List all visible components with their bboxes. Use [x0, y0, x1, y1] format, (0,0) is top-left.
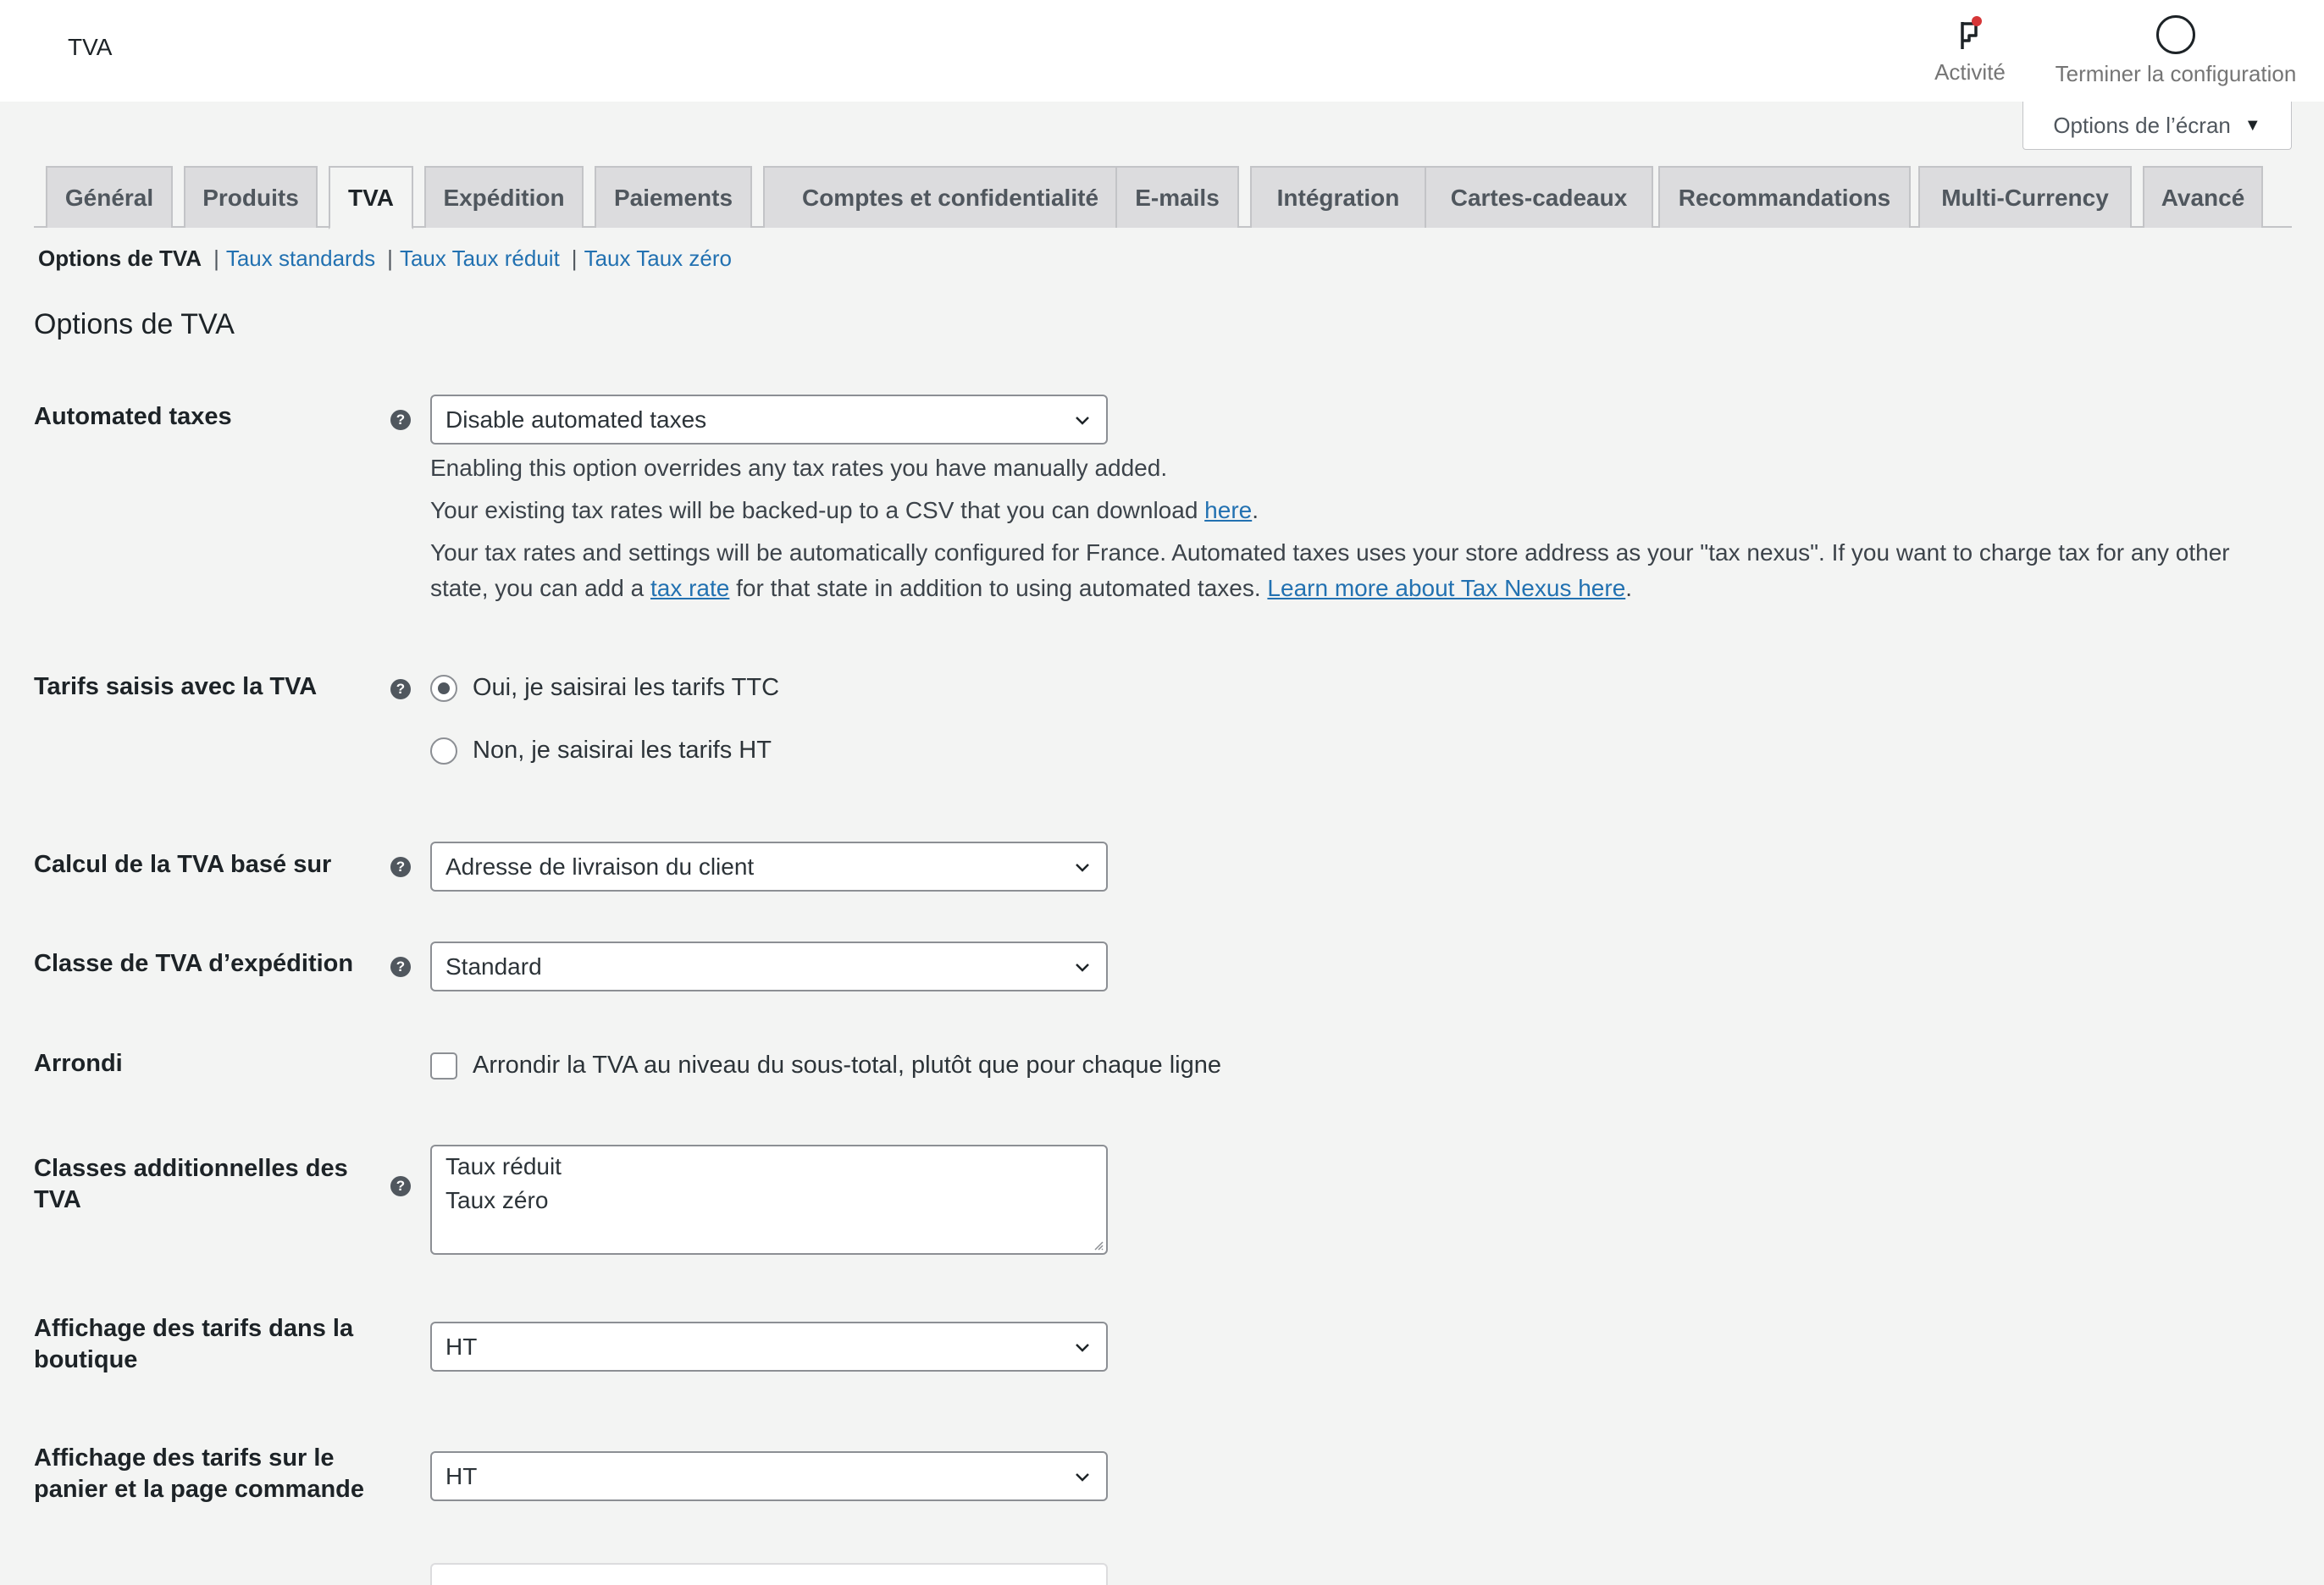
rounding-checkbox-row[interactable] — [430, 1052, 1221, 1080]
page-title: TVA — [68, 34, 113, 60]
automated-taxes-desc-1: Enabling this option overrides any tax rates you have manually added. — [430, 455, 1168, 481]
radio-label: Non, je saisirai les tarifs HT — [473, 737, 772, 764]
tab-tva[interactable] — [329, 166, 413, 229]
subnav-link-zero[interactable]: Taux Taux zéro — [584, 246, 732, 271]
select-value: Disable automated taxes — [445, 406, 707, 433]
tab-cartes-cadeaux[interactable] — [1425, 166, 1653, 228]
help-icon[interactable]: ? — [390, 679, 411, 699]
activity-button[interactable] — [1923, 15, 2017, 86]
tab-multi-currency[interactable] — [1918, 166, 2132, 228]
subnav-current: Options de TVA — [38, 246, 202, 271]
flag-icon — [1953, 15, 1987, 52]
next-field-input[interactable] — [430, 1563, 1108, 1585]
textarea-line: Taux réduit — [445, 1153, 562, 1179]
radio-button[interactable] — [430, 737, 457, 765]
tab-comptes-confidentialite[interactable] — [763, 166, 1137, 228]
tab-label: Recommandations — [1678, 184, 1891, 211]
download-csv-link[interactable]: here — [1204, 497, 1253, 523]
tab-label: E-mails — [1135, 184, 1220, 211]
select-value: Adresse de livraison du client — [445, 853, 755, 880]
help-icon[interactable]: ? — [390, 410, 411, 430]
tab-label: Expédition — [443, 184, 565, 211]
tab-general[interactable] — [46, 166, 173, 228]
chevron-down-icon — [1072, 410, 1093, 430]
chevron-down-icon — [1072, 1337, 1093, 1357]
tab-paiements[interactable] — [595, 166, 752, 228]
shipping-tax-class-label: Classe de TVA d’expédition — [34, 950, 354, 977]
caret-down-icon: ▼ — [2244, 115, 2261, 135]
screen-options-button[interactable] — [2022, 102, 2292, 150]
checkbox-label: Arrondir la TVA au niveau du sous-total, plutôt que pour chaque ligne — [473, 1052, 1222, 1079]
progress-circle-icon — [2156, 15, 2195, 54]
subnav-separator: | — [571, 246, 578, 271]
display-prices-shop-select[interactable] — [430, 1322, 1108, 1372]
tab-label: Cartes-cadeaux — [1450, 184, 1628, 211]
chevron-down-icon — [1072, 1466, 1093, 1487]
select-value: Standard — [445, 953, 542, 980]
tab-expedition[interactable] — [424, 166, 584, 228]
automated-taxes-desc-3: Your tax rates and settings will be automatically configured for France. Automated taxes uses your store address as your "tax nexus". If you want to charge tax for any other state, you can add a tax rate for that state in addition to using automated taxes. Learn more about Tax Nexus here. — [430, 539, 2230, 601]
help-icon[interactable]: ? — [390, 957, 411, 977]
tax-nexus-link[interactable]: Learn more about Tax Nexus here — [1267, 575, 1626, 601]
tab-label: Multi-Currency — [1941, 184, 2109, 211]
tab-label: Avancé — [2161, 184, 2245, 211]
additional-tax-classes-label: Classes additionnelles des TVA — [34, 1155, 348, 1213]
tab-label: Paiements — [613, 184, 733, 211]
notification-dot — [1972, 16, 1982, 26]
calc-based-on-label: Calcul de la TVA basé sur — [34, 851, 332, 878]
radio-prices-exclude-tax[interactable] — [430, 737, 772, 765]
tab-label: TVA — [348, 184, 394, 211]
radio-label: Oui, je saisirai les tarifs TTC — [473, 674, 780, 701]
subnav-link-standard[interactable]: Taux standards — [225, 246, 376, 271]
rounding-label: Arrondi — [34, 1050, 123, 1077]
subnav-separator: | — [213, 246, 219, 271]
display-prices-shop-label: Affichage des tarifs dans la boutique — [34, 1315, 354, 1373]
display-prices-cart-select[interactable] — [430, 1451, 1108, 1501]
tab-emails[interactable] — [1115, 166, 1239, 228]
settings-tabs — [34, 166, 2292, 228]
tab-label: Intégration — [1276, 184, 1400, 211]
tab-label: Général — [64, 184, 154, 211]
automated-taxes-select[interactable] — [430, 395, 1108, 445]
calc-based-on-select[interactable] — [430, 842, 1108, 892]
radio-button[interactable] — [430, 675, 457, 702]
tab-label: Produits — [202, 184, 299, 211]
additional-tax-classes-textarea[interactable] — [430, 1145, 1108, 1255]
top-header — [0, 0, 2324, 102]
help-icon[interactable]: ? — [390, 1176, 411, 1196]
help-icon[interactable]: ? — [390, 857, 411, 877]
automated-taxes-desc-2: Your existing tax rates will be backed-up to a CSV that you can download here. — [430, 497, 1259, 523]
automated-taxes-label: Automated taxes — [34, 403, 232, 430]
tab-integration[interactable] — [1250, 166, 1426, 228]
prices-with-tax-label: Tarifs saisis avec la TVA — [34, 673, 318, 700]
tax-subnav — [38, 246, 732, 272]
finish-setup-label: Terminer la configuration — [2055, 61, 2297, 86]
display-prices-cart-label: Affichage des tarifs sur le panier et la page commande — [34, 1444, 365, 1503]
tab-label: Comptes et confidentialité — [801, 184, 1099, 211]
radio-prices-include-tax[interactable] — [430, 674, 779, 702]
chevron-down-icon — [1072, 857, 1093, 877]
activity-label: Activité — [1934, 59, 2006, 85]
screen-options-label: Options de l’écran — [2053, 112, 2231, 138]
shipping-tax-class-select[interactable] — [430, 942, 1108, 991]
tab-recommandations[interactable] — [1658, 166, 1911, 228]
tab-produits[interactable] — [184, 166, 318, 228]
tab-avance[interactable] — [2143, 166, 2263, 228]
rounding-checkbox[interactable] — [430, 1052, 457, 1080]
select-value: HT — [445, 1333, 478, 1360]
resize-handle-icon[interactable] — [1092, 1239, 1104, 1251]
finish-setup-button[interactable] — [2045, 15, 2307, 87]
subnav-separator: | — [387, 246, 393, 271]
subnav-link-reduced[interactable]: Taux Taux réduit — [399, 246, 560, 271]
chevron-down-icon — [1072, 957, 1093, 977]
select-value: HT — [445, 1462, 478, 1489]
section-title: Options de TVA — [34, 308, 235, 340]
textarea-line: Taux zéro — [445, 1187, 549, 1213]
tax-rate-link[interactable]: tax rate — [650, 575, 730, 601]
